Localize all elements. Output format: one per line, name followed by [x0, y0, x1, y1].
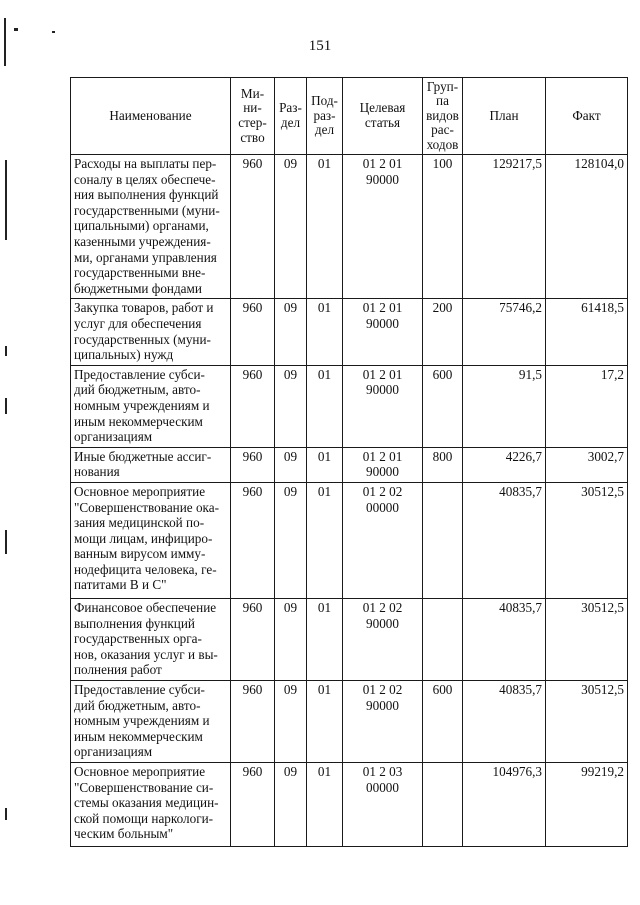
- cell-plan: 91,5: [463, 365, 546, 447]
- scan-mark: [5, 160, 7, 240]
- table-row: [71, 447, 628, 482]
- table-row: [71, 299, 628, 365]
- scan-mark: [5, 808, 7, 820]
- scan-mark: [14, 28, 18, 31]
- cell-target-article: 01 2 01 90000: [343, 155, 423, 299]
- cell-fact: 61418,5: [546, 299, 628, 365]
- cell-fact: 17,2: [546, 365, 628, 447]
- cell-plan: 104976,3: [463, 762, 546, 846]
- cell-ministry: 960: [231, 299, 275, 365]
- cell-fact: 30512,5: [546, 598, 628, 680]
- cell-ministry: 960: [231, 447, 275, 482]
- cell-plan: 4226,7: [463, 447, 546, 482]
- cell-expense-group: 100: [423, 155, 463, 299]
- header-expense-group: Груп- па видов рас- ходов: [423, 78, 463, 155]
- cell-name: Предоставление субси- дий бюджетным, авто- номным учреждениям и иным некоммерческим организациям: [71, 680, 231, 762]
- cell-plan: 75746,2: [463, 299, 546, 365]
- cell-plan: 40835,7: [463, 680, 546, 762]
- cell-ministry: 960: [231, 680, 275, 762]
- cell-expense-group: 600: [423, 680, 463, 762]
- cell-fact: 30512,5: [546, 482, 628, 598]
- cell-subsection: 01: [307, 155, 343, 299]
- cell-expense-group: [423, 598, 463, 680]
- header-subsection: Под- раз- дел: [307, 78, 343, 155]
- cell-ministry: 960: [231, 365, 275, 447]
- cell-section: 09: [275, 299, 307, 365]
- cell-expense-group: 800: [423, 447, 463, 482]
- cell-subsection: 01: [307, 762, 343, 846]
- cell-fact: 99219,2: [546, 762, 628, 846]
- page-number: 151: [308, 38, 332, 54]
- cell-subsection: 01: [307, 299, 343, 365]
- cell-ministry: 960: [231, 155, 275, 299]
- cell-target-article: 01 2 03 00000: [343, 762, 423, 846]
- cell-section: 09: [275, 365, 307, 447]
- cell-target-article: 01 2 02 90000: [343, 598, 423, 680]
- budget-table: [70, 77, 628, 847]
- cell-subsection: 01: [307, 482, 343, 598]
- cell-target-article: 01 2 01 90000: [343, 447, 423, 482]
- cell-section: 09: [275, 762, 307, 846]
- cell-subsection: 01: [307, 598, 343, 680]
- table-row: [71, 762, 628, 846]
- cell-name: Основное мероприятие "Совершенствование си- стемы оказания медицин- ской помощи наркологи- ческим больным": [71, 762, 231, 846]
- scan-mark: [5, 398, 7, 414]
- scan-mark: [5, 346, 7, 356]
- cell-plan: 129217,5: [463, 155, 546, 299]
- table-row: [71, 598, 628, 680]
- cell-fact: 3002,7: [546, 447, 628, 482]
- cell-target-article: 01 2 02 00000: [343, 482, 423, 598]
- cell-section: 09: [275, 155, 307, 299]
- header-target-article: Целевая статья: [343, 78, 423, 155]
- cell-expense-group: [423, 762, 463, 846]
- cell-target-article: 01 2 01 90000: [343, 365, 423, 447]
- scan-mark: [5, 530, 7, 554]
- cell-target-article: 01 2 02 90000: [343, 680, 423, 762]
- table-row: [71, 365, 628, 447]
- cell-section: 09: [275, 447, 307, 482]
- cell-section: 09: [275, 482, 307, 598]
- cell-name: Финансовое обеспечение выполнения функций государственных орга- нов, оказания услуг и вы- полнения работ: [71, 598, 231, 680]
- cell-fact: 30512,5: [546, 680, 628, 762]
- cell-section: 09: [275, 680, 307, 762]
- scan-mark: [52, 31, 55, 33]
- cell-ministry: 960: [231, 482, 275, 598]
- cell-target-article: 01 2 01 90000: [343, 299, 423, 365]
- header-fact: Факт: [546, 78, 628, 155]
- table-row: [71, 482, 628, 598]
- header-name: Наименование: [71, 78, 231, 155]
- table-header-row: [71, 78, 628, 155]
- cell-subsection: 01: [307, 447, 343, 482]
- cell-plan: 40835,7: [463, 482, 546, 598]
- cell-name: Закупка товаров, работ и услуг для обеспечения государственных (муни- ципальных) нужд: [71, 299, 231, 365]
- cell-subsection: 01: [307, 365, 343, 447]
- cell-name: Расходы на выплаты пер- соналу в целях обеспече- ния выполнения функций государственными (муни- ципальными) органами, казенными учреждения- ми, органами управления государственными вне- бюджетными фондами: [71, 155, 231, 299]
- cell-subsection: 01: [307, 680, 343, 762]
- header-ministry: Ми- ни- стер- ство: [231, 78, 275, 155]
- cell-ministry: 960: [231, 598, 275, 680]
- cell-expense-group: [423, 482, 463, 598]
- header-plan: План: [463, 78, 546, 155]
- cell-ministry: 960: [231, 762, 275, 846]
- table-row: [71, 155, 628, 299]
- cell-expense-group: 200: [423, 299, 463, 365]
- cell-expense-group: 600: [423, 365, 463, 447]
- header-section: Раз- дел: [275, 78, 307, 155]
- cell-name: Иные бюджетные ассиг- нования: [71, 447, 231, 482]
- cell-name: Предоставление субси- дий бюджетным, авто- номным учреждениям и иным некоммерческим организациям: [71, 365, 231, 447]
- cell-fact: 128104,0: [546, 155, 628, 299]
- cell-plan: 40835,7: [463, 598, 546, 680]
- table-row: [71, 680, 628, 762]
- cell-section: 09: [275, 598, 307, 680]
- cell-name: Основное мероприятие "Совершенствование ока- зания медицинской по- мощи лицам, инфициро- ванным вирусом имму- нодефицита человека, ге- патитами В и С": [71, 482, 231, 598]
